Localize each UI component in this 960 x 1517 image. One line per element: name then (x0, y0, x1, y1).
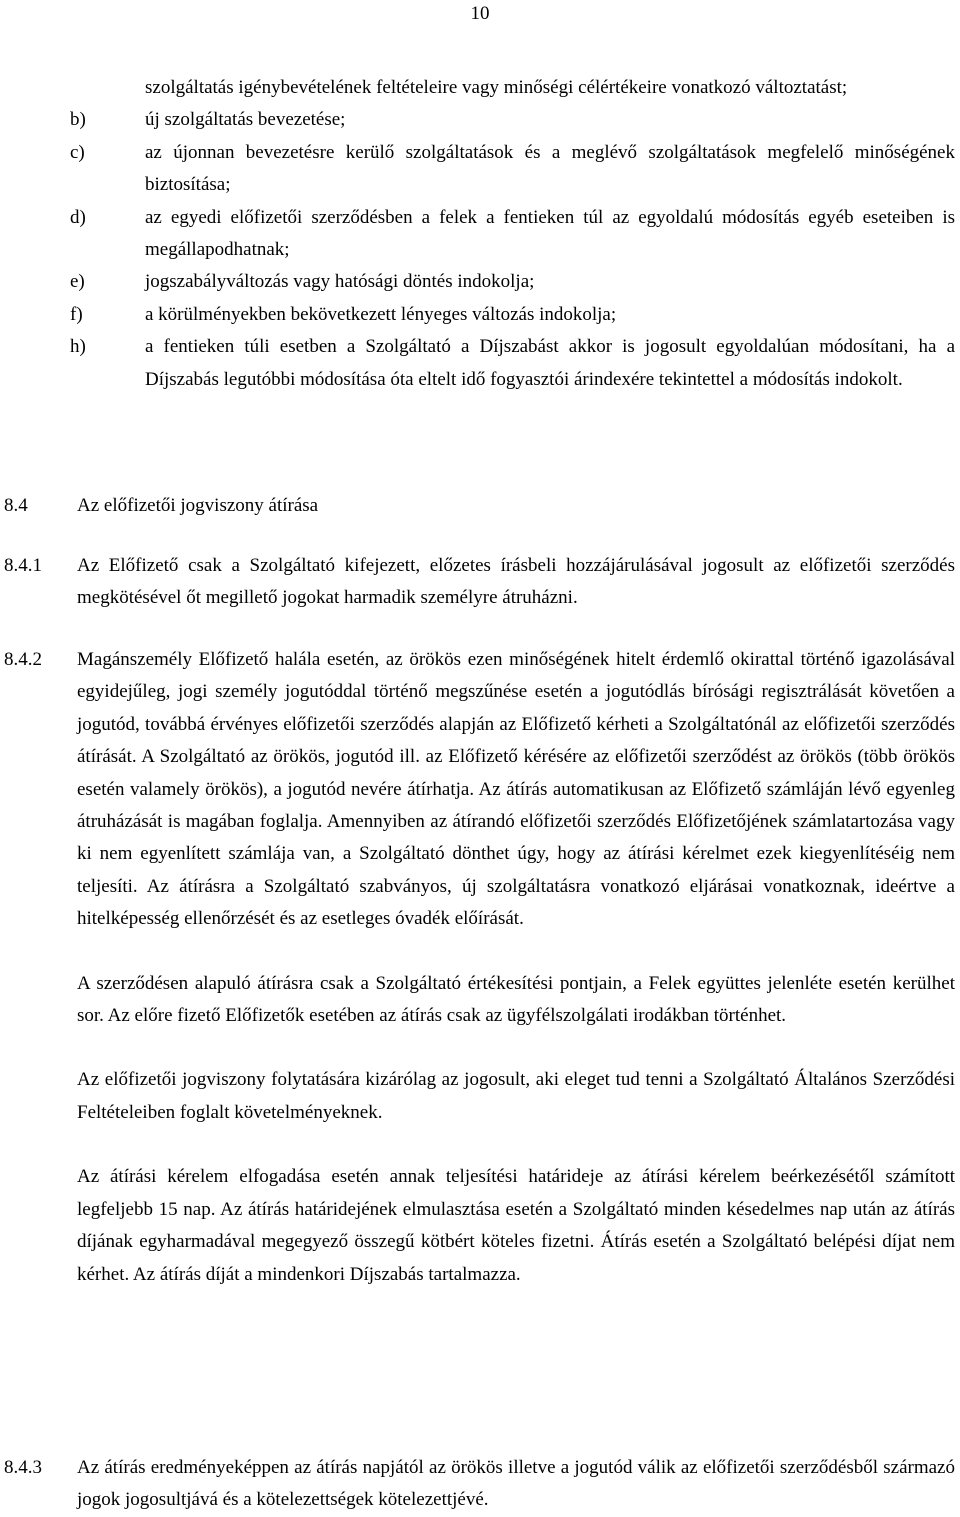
list-item-text: a körülményekben bekövetkezett lényeges változás indokolja; (145, 303, 617, 325)
section-8-4-3 (4, 1452, 955, 1517)
list-item (70, 331, 955, 396)
list-item-letter: b) (70, 109, 86, 131)
section-number: 8.4.3 (4, 1457, 42, 1478)
list-item-text: új szolgáltatás bevezetése; (145, 109, 346, 131)
paragraph: Az átírási kérelem elfogadása esetén annak teljesítési határideje az átírási kérelem beérkezésétől számított legfeljebb 15 nap. Az átírás határidejének elmulasztása esetén a Szolgáltató minden késedelmes nap után az átírás díjának egyharmadával megegyező összegű kötbért köteles fizetni. Átírás esetén a Szolgáltató belépési díjat nem kérhet. Az átírás díját a mindenkori Díjszabás tartalmazza. (77, 1166, 955, 1285)
list-item-letter: d) (70, 206, 86, 228)
modification-cases-list (70, 72, 955, 396)
list-item-text: a fentieken túli esetben a Szolgáltató a Díjszabást akkor is jogosult egyoldalúan módosítani, ha a Díjszabás legutóbbi módosítása óta eltelt idő fogyasztói árindexére tekintettel a módosítás indokolt. (145, 336, 955, 390)
list-item-text: szolgáltatás igénybevételének feltételeire vagy minőségi célértékeire vonatkozó változtatást; (145, 77, 848, 98)
list-item (70, 137, 955, 202)
list-item-letter: h) (70, 336, 86, 358)
list-item-letter: f) (70, 303, 83, 325)
list-item-letter (70, 72, 145, 104)
section-8-4-1 (4, 550, 955, 615)
list-item-letter: e) (70, 271, 85, 293)
section-number: 8.4 (4, 495, 28, 516)
section-8-4-2 (4, 644, 955, 1291)
section-text: Az átírás eredményeképpen az átírás napjától az örökös illetve a jogutód válik az előfizetői szerződésből származó jogok jogosultjává és a kötelezettségek kötelezettjévé. (77, 1457, 955, 1511)
section-body (77, 644, 955, 1291)
list-item (70, 202, 955, 267)
list-item-letter: c) (70, 141, 85, 163)
section-number: 8.4.2 (4, 649, 42, 670)
section-title: Az előfizetői jogviszony átírása (77, 495, 319, 516)
list-item-text: az egyedi előfizetői szerződésben a felek a fentieken túl az egyoldalú módosítás egyéb eseteiben is megállapodhatnak; (145, 206, 955, 261)
list-item (70, 72, 955, 104)
section-text: Az Előfizető csak a Szolgáltató kifejezett, előzetes írásbeli hozzájárulásával jogosult az előfizetői szerződés megkötésével őt megillető jogokat harmadik személyre átruházni. (77, 555, 955, 609)
section-8-4-heading (4, 490, 955, 522)
page-number: 10 (470, 3, 490, 24)
section-number: 8.4.1 (4, 555, 42, 576)
paragraph: A szerződésen alapuló átírásra csak a Szolgáltató értékesítési pontjain, a Felek együttes jelenléte esetén kerülhet sor. Az előre fizető Előfizetők esetében az átírás csak az ügyfélszolgálati irodákban történhet. (77, 972, 955, 1027)
list-item (70, 299, 955, 331)
paragraph: Az előfizetői jogviszony folytatására kizárólag az jogosult, aki eleget tud tenni a Szolgáltató Általános Szerződési Feltételeiben foglalt követelményeknek. (77, 1069, 955, 1123)
list-item (70, 266, 955, 298)
list-item-text: jogszabályváltozás vagy hatósági döntés indokolja; (145, 271, 535, 293)
list-item-text: az újonnan bevezetésre kerülő szolgáltatások és a meglévő szolgáltatások megfelelő minőségének biztosítása; (145, 141, 955, 196)
list-item (70, 104, 955, 136)
paragraph: Magánszemély Előfizető halála esetén, az örökös ezen minőségének hitelt érdemlő okirattal történő igazolásával egyidejűleg, jogi személy jogutóddal történő megszűnése esetén a jogutódlás bírósági regisztrálását követően a jogutód, továbbá érvényes előfizetői szerződés alapján az Előfizető kérheti a Szolgáltatónál az előfizetői szerződés átírását. A Szolgáltató az örökös, jogutód ill. az Előfizető kérésére az előfizetői szerződést az örökös (több örökös esetén valamely örökös), a jogutód nevére átírhatja. Az átírás automatikusan az Előfizető számláján lévő egyenleg átruházását is magában foglalja. Amennyiben az átírandó előfizetői szerződés Előfizetőjének számlatartozása vagy ki nem egyenlített számlája van, a Szolgáltató dönthet úgy, hogy az átírási kérelmet ezek kiegyenlítéséig nem teljesíti. Az átírásra a Szolgáltató szabványos, új szolgáltatásra vonatkozó eljárásai vonatkoznak, ideértve a hitelképesség ellenőrzését és az esetleges óvadék előírását. (77, 649, 955, 930)
